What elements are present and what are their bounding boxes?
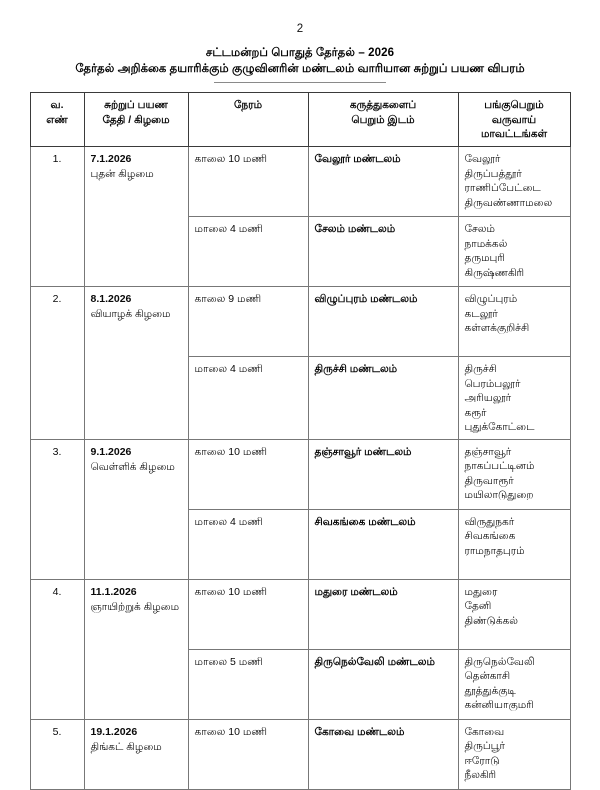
- cell-participating-districts: [458, 719, 570, 789]
- title-block: [0, 46, 600, 83]
- cell-venue-zone: தஞ்சாவூர் மண்டலம்: [308, 439, 458, 509]
- cell-venue-zone: திருநெல்வேலி மண்டலம்: [308, 649, 458, 719]
- table-row: [30, 719, 570, 789]
- cell-participating-districts: [458, 287, 570, 357]
- district-name: திண்டுக்கல்: [464, 614, 518, 627]
- district-name: தஞ்சாவூர்: [464, 445, 512, 458]
- document-subtitle: தேர்தல் அறிக்கை தயாரிக்கும் குழுவினரின் மண்டலம் வாரியான சுற்றுப் பயண விபரம்: [75, 63, 525, 75]
- district-name: வேலூர்: [464, 153, 501, 165]
- tour-date-weekday: புதன் கிழமை: [90, 168, 154, 180]
- district-name: கள்ளக்குறிச்சி: [464, 322, 530, 334]
- column-header-tour-date-line2: தேதி / கிழமை: [102, 113, 170, 126]
- district-name: நாகப்பட்டினம்: [464, 460, 535, 472]
- column-header-venue: [308, 93, 458, 147]
- table-row: [30, 439, 570, 509]
- cell-serial-number: 1.: [30, 147, 84, 287]
- cell-serial-number: 4.: [30, 579, 84, 719]
- district-name: தூத்துக்குடி: [464, 684, 516, 697]
- cell-session-time: காலை 10 மணி: [188, 439, 308, 509]
- column-header-tour-date-line1: சுற்றுப் பயண: [104, 99, 168, 111]
- cell-venue-zone: சிவகங்கை மண்டலம்: [308, 509, 458, 579]
- column-header-time: [188, 93, 308, 147]
- tour-date-weekday: வெள்ளிக் கிழமை: [90, 460, 175, 473]
- table-row: [30, 147, 570, 217]
- cell-venue-zone: திருச்சி மண்டலம்: [308, 357, 458, 440]
- district-name: சேலம்: [464, 223, 495, 235]
- cell-venue-zone: கோவை மண்டலம்: [308, 719, 458, 789]
- cell-participating-districts: [458, 217, 570, 287]
- district-name: விழுப்புரம்: [464, 293, 518, 305]
- cell-serial-number: 2.: [30, 287, 84, 440]
- district-name: திருவாரூர்: [464, 474, 514, 487]
- district-name: மயிலாடுதுறை: [464, 489, 534, 501]
- district-name: திருப்பத்தூர்: [464, 167, 522, 180]
- cell-participating-districts: [458, 579, 570, 649]
- column-header-districts-line2: வருவாய்: [491, 113, 537, 126]
- cell-session-time: மாலை 4 மணி: [188, 357, 308, 440]
- cell-participating-districts: [458, 509, 570, 579]
- tour-date-weekday: திங்கட் கிழமை: [90, 740, 162, 753]
- cell-tour-date: [84, 287, 188, 440]
- cell-venue-zone: சேலம் மண்டலம்: [308, 217, 458, 287]
- tour-date-value: 8.1.2026: [90, 293, 132, 305]
- district-name: விருதுநகர்: [464, 515, 515, 528]
- tour-date-value: 7.1.2026: [90, 153, 132, 165]
- district-name: கரூர்: [464, 406, 487, 419]
- district-name: பெரம்பலூர்: [464, 377, 521, 390]
- cell-tour-date: [84, 439, 188, 579]
- cell-participating-districts: [458, 649, 570, 719]
- document-title: சட்டமன்றப் பொதுத் தேர்தல் – 2026: [205, 47, 395, 59]
- cell-venue-zone: விழுப்புரம் மண்டலம்: [308, 287, 458, 357]
- tour-date-value: 9.1.2026: [90, 445, 132, 458]
- column-header-districts-line1: பங்குபெறும்: [484, 99, 544, 111]
- column-header-serial-number-line1: வ.: [50, 99, 64, 111]
- district-name: ராமநாதபுரம்: [464, 544, 525, 557]
- tour-schedule-table: [30, 92, 571, 790]
- district-name: தேனி: [464, 600, 492, 612]
- district-name: சிவகங்கை: [464, 530, 516, 542]
- district-name: நாமக்கல்: [464, 237, 508, 250]
- page-number: 2: [296, 23, 304, 35]
- cell-session-time: காலை 10 மணி: [188, 147, 308, 217]
- cell-tour-date: [84, 147, 188, 287]
- district-name: ஈரோடு: [464, 754, 500, 767]
- column-header-districts-line3: மாவட்டங்கள்: [480, 128, 548, 140]
- tour-date-value: 19.1.2026: [90, 725, 138, 738]
- table-header-row: [30, 93, 570, 147]
- district-name: திருநெல்வேலி: [464, 655, 535, 668]
- tour-date-weekday: வியாழக் கிழமை: [90, 308, 171, 320]
- tour-date-value: 11.1.2026: [90, 585, 137, 598]
- table-row: [30, 579, 570, 649]
- table-header: [30, 93, 570, 147]
- district-name: தென்காசி: [464, 670, 511, 682]
- column-header-tour-date: [84, 93, 188, 147]
- district-name: திருச்சி: [464, 363, 497, 375]
- district-name: கிருஷ்ணகிரி: [464, 266, 525, 279]
- tour-date-weekday: ஞாயிற்றுக் கிழமை: [90, 600, 180, 613]
- column-header-serial-number: [30, 93, 84, 147]
- title-divider: [214, 82, 386, 83]
- district-name: மதுரை: [464, 585, 498, 598]
- cell-participating-districts: [458, 357, 570, 440]
- district-name: கோவை: [464, 725, 505, 738]
- cell-session-time: காலை 10 மணி: [188, 719, 308, 789]
- table-row: [30, 287, 570, 357]
- cell-serial-number: 3.: [30, 439, 84, 579]
- district-name: புதுக்கோட்டை: [464, 421, 535, 433]
- column-header-venue-line1: கருத்துகளைப்: [349, 99, 417, 111]
- district-name: கடலூர்: [464, 307, 498, 320]
- cell-venue-zone: வேலூர் மண்டலம்: [308, 147, 458, 217]
- cell-tour-date: [84, 579, 188, 719]
- cell-session-time: மாலை 4 மணி: [188, 509, 308, 579]
- table-body: [30, 147, 570, 790]
- column-header-serial-number-line2: எண்: [46, 113, 68, 126]
- district-name: கன்னியாகுமரி: [464, 699, 534, 711]
- cell-tour-date: [84, 719, 188, 789]
- cell-session-time: மாலை 5 மணி: [188, 649, 308, 719]
- column-header-districts: [458, 93, 570, 147]
- cell-session-time: மாலை 4 மணி: [188, 217, 308, 287]
- cell-venue-zone: மதுரை மண்டலம்: [308, 579, 458, 649]
- district-name: திருவண்ணாமலை: [464, 196, 553, 209]
- district-name: நீலகிரி: [464, 769, 497, 781]
- cell-serial-number: 5.: [30, 719, 84, 789]
- district-name: திருப்பூர்: [464, 740, 506, 752]
- cell-participating-districts: [458, 147, 570, 217]
- district-name: ராணிப்பேட்டை: [464, 182, 541, 194]
- district-name: தருமபுரி: [464, 252, 505, 264]
- cell-session-time: காலை 9 மணி: [188, 287, 308, 357]
- district-name: அரியலூர்: [464, 392, 512, 404]
- cell-participating-districts: [458, 439, 570, 509]
- column-header-venue-line2: பெறும் இடம்: [351, 113, 415, 126]
- column-header-time-label: நேரம்: [233, 99, 263, 111]
- cell-session-time: காலை 10 மணி: [188, 579, 308, 649]
